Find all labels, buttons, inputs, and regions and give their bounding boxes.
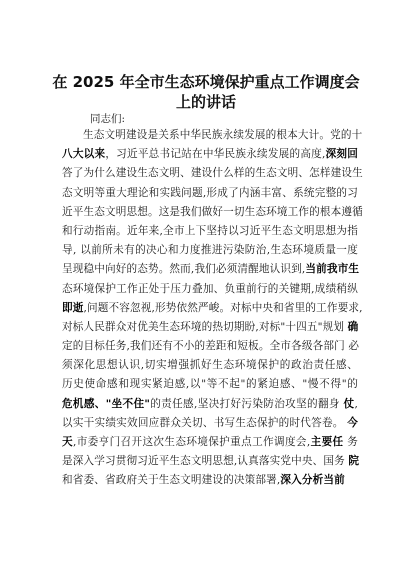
body-line: 答了为什么建设生态文明、建设什么样的生态文明、怎样建设生 (62, 167, 363, 180)
body-line: 生态文明建设是关系中华民族永续发展的根本大计。党的十 (83, 129, 363, 141)
body-line: 对标人民群众对优美生态环境的热切期盼,对标"十四五"规划 确 (62, 320, 359, 333)
body-line: 以实干实绩实效回应群众关切、书写生态保护的时代答卷。 今 (62, 416, 358, 429)
speech-title: 在 2025 年全市生态环境保护重点工作调度会上的讲话 (52, 73, 360, 111)
body-line: 导, 以前所未有的决心和力度推进污染防治,生态环境质量一度 (62, 244, 358, 257)
body-line: 定的目标任务,我们还有不小的差距和短板。全市各级各部门 必 (62, 340, 360, 353)
body-line: 态文明等重大理论和实践问题,形成了内涵丰富、系统完整的习 (62, 186, 358, 199)
body-line: 态环境保护工作正处于压力叠加、负重前行的关键期,成绩稍纵 (62, 282, 358, 295)
body-line: 和行动指南。近年来,全市上下坚持以习近平生态文明思想为指 (62, 224, 358, 237)
body-line: 和省委、省政府关于生态文明建设的决策部署,深入分析当前 (62, 474, 345, 487)
body-line: 历史使命感和现实紧迫感,以"等不起"的紧迫感、"慢不得"的 (62, 378, 358, 391)
body-line: 近平生态文明思想。这是我们做好一切生态环境工作的根本遵循 (62, 205, 363, 218)
salutation: 同志们: (90, 113, 126, 125)
body-line: 危机感、"坐不住"的责任感,坚决打好污染防治攻坚的翻身 仗, (62, 397, 358, 410)
body-line: 天,市委亨门召开这次生态环境保护重点工作调度会,主要任 务 (62, 436, 359, 448)
speech-body (62, 126, 363, 491)
body-line: 八大以来，习近平总书记站在中华民族永续发展的高度,深刻回 (62, 148, 359, 161)
body-line: 即逝,问题不容忽视,形势依然严峻。对标中央和省里的工作要求, (62, 301, 363, 314)
body-line: 须深化思想认识,切实增强抓好生态环境保护的政治责任感、 (62, 359, 358, 372)
body-line: 是深入学习贯彻习近平生态文明思想,认真落实党中央、国务 院 (62, 455, 360, 468)
body-line: 呈现稳中向好的态势。然而,我们必须清醒地认识到,当前我市生 (62, 263, 360, 276)
